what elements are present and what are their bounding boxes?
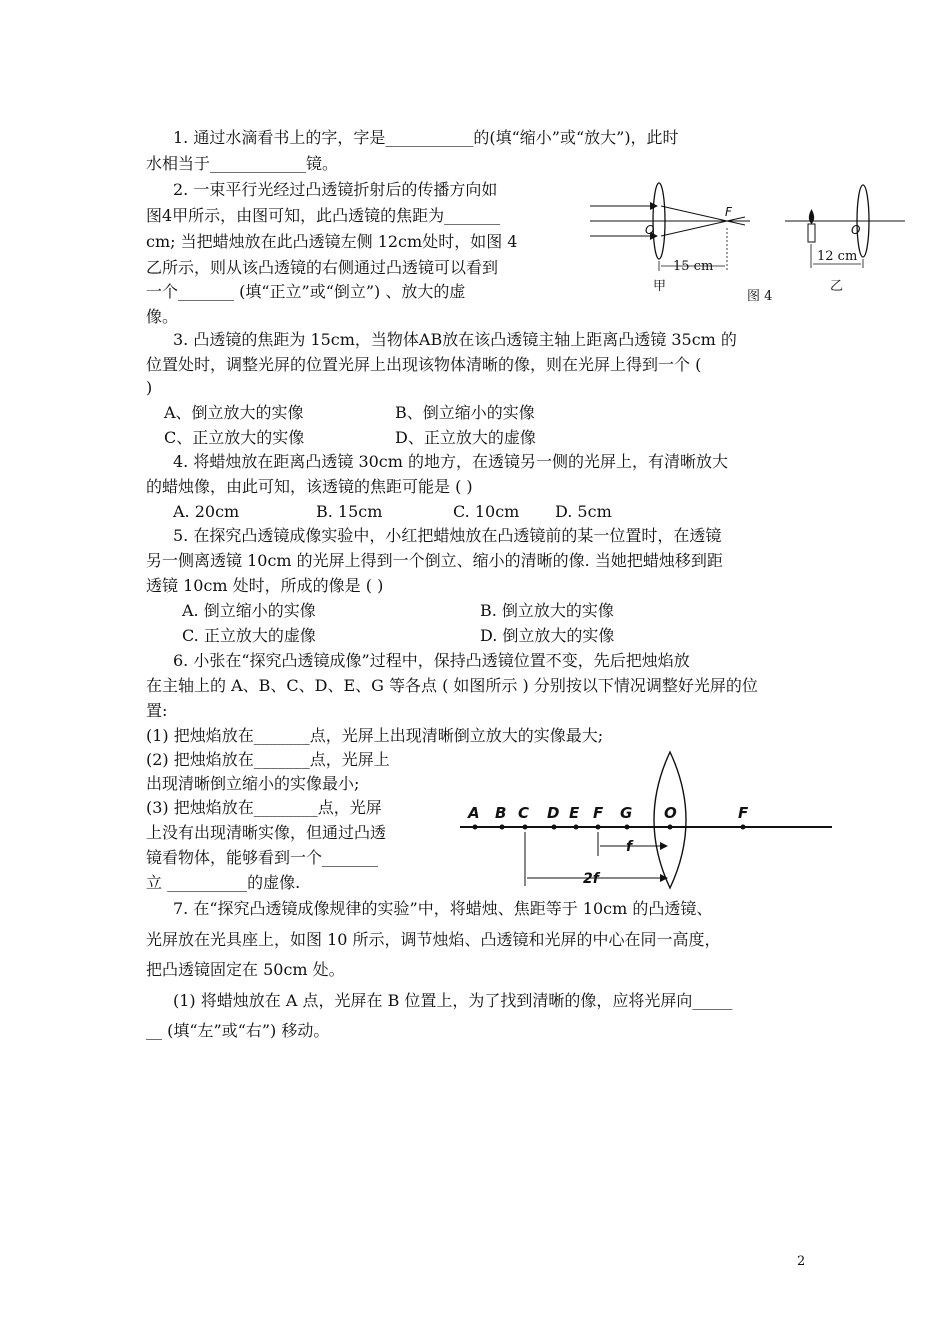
q3-option-b: B、倒立缩小的实像 <box>395 403 535 422</box>
q6-lens-axis-diagram <box>455 748 837 893</box>
label-e: E <box>569 804 580 822</box>
point-g-dot <box>625 825 630 830</box>
q6-sub-2a: (2) 把烛焰放在_______点，光屏上 <box>146 750 390 769</box>
candle-body <box>808 224 815 242</box>
figure-4-lens-diagram <box>585 178 910 313</box>
q5-line-1: 5. 在探究凸透镜成像实验中，小红把蜡烛放在凸透镜前的某一位置时，在透镜 <box>173 526 722 545</box>
label-f-right: F <box>738 804 749 822</box>
q2-line-4: 乙所示，则从该凸透镜的右侧通过凸透镜可以看到 <box>146 258 499 277</box>
point-a-dot <box>473 825 478 830</box>
twof-label: 2f <box>583 871 599 887</box>
f-label: f <box>626 839 633 855</box>
q4-option-b: B. 15cm <box>316 502 383 521</box>
point-o-dot <box>668 825 673 830</box>
q1-line-1: 1. 通过水滴看书上的字，字是___________的(填“缩小”或“放大”)，此时 <box>173 128 679 147</box>
point-d-dot <box>552 825 557 830</box>
q6-sub-3b: 上没有出现清晰实像，但通过凸透 <box>146 823 387 842</box>
point-f-right-dot <box>741 825 746 830</box>
q7-line-2: 光屏放在光具座上，如图 10 所示，调节烛焰、凸透镜和光屏的中心在同一高度， <box>146 930 721 949</box>
q6-line-3: 置: <box>146 701 168 720</box>
optical-center-label-right: O <box>851 223 861 237</box>
q6-sub-3d: 立 __________的虚像. <box>146 873 301 892</box>
page-number: 2 <box>797 1254 806 1269</box>
q5-option-b: B. 倒立放大的实像 <box>480 601 614 620</box>
figure-caption-jia: 甲 <box>653 279 667 294</box>
q2-line-6: 像。 <box>146 307 179 326</box>
refracted-ray-1 <box>661 206 727 221</box>
q2-line-1: 2. 一束平行光经过凸透镜折射后的传播方向如 <box>173 180 498 199</box>
candle-flame-icon <box>809 209 814 224</box>
focal-length-label: 15 cm <box>673 259 714 274</box>
q3-line-1: 3. 凸透镜的焦距为 15cm，当物体AB放在该凸透镜主轴上距离凸透镜 35cm 的 <box>173 330 737 349</box>
figure-caption-yi: 乙 <box>830 279 844 294</box>
q5-option-d: D. 倒立放大的实像 <box>480 626 615 645</box>
q5-option-a: A. 倒立缩小的实像 <box>182 601 316 620</box>
q6-sub-3c: 镜看物体，能够看到一个_______ <box>146 848 379 867</box>
q7-line-4: (1) 将蜡烛放在 A 点，光屏在 B 位置上，为了找到清晰的像，应将光屏向_____ <box>173 991 733 1010</box>
ray-extension-1 <box>727 221 745 225</box>
label-g: G <box>620 804 633 822</box>
label-c: C <box>518 804 530 822</box>
q2-line-3: cm; 当把蜡烛放在此凸透镜左侧 12cm处时，如图 4 <box>146 232 518 251</box>
q6-sub-2b: 出现清晰倒立缩小的实像最小; <box>146 774 360 793</box>
refracted-ray-2 <box>661 221 727 236</box>
label-o: O <box>664 804 677 822</box>
q7-line-5: __ (填“左”或“右”) 移动。 <box>146 1021 330 1040</box>
q5-line-3: 透镜 10cm 处时，所成的像是 ( ) <box>146 576 384 595</box>
q3-line-2: 位置处时，调整光屏的位置光屏上出现该物体清晰的像，则在光屏上得到一个 ( <box>146 355 702 374</box>
q7-line-3: 把凸透镜固定在 50cm 处。 <box>146 960 345 979</box>
q7-line-1: 7. 在“探究凸透镜成像规律的实验”中，将蜡烛、焦距等于 10cm 的凸透镜、 <box>173 899 713 918</box>
point-b-dot <box>500 825 505 830</box>
q4-line-2: 的蜡烛像，由此可知，该透镜的焦距可能是 ( ) <box>146 477 473 496</box>
point-e-dot <box>574 825 579 830</box>
q6-line-1: 6. 小张在“探究凸透镜成像”过程中，保持凸透镜位置不变，先后把烛焰放 <box>173 651 690 670</box>
q4-option-a: A. 20cm <box>173 502 240 521</box>
label-d: D <box>547 804 560 822</box>
label-a: A <box>468 804 480 822</box>
label-b: B <box>495 804 507 822</box>
q3-line-3: ) <box>146 378 153 397</box>
q5-option-c: C. 正立放大的虚像 <box>182 626 316 645</box>
q3-option-c: C、正立放大的实像 <box>164 428 305 447</box>
q2-line-5: 一个_______ (填“正立”或“倒立”) 、放大的虚 <box>146 282 466 301</box>
q6-sub-3a: (3) 把烛焰放在________点，光屏 <box>146 798 382 817</box>
q1-line-2: 水相当于____________镜。 <box>146 154 339 173</box>
point-c-dot <box>523 825 528 830</box>
label-f: F <box>593 804 604 822</box>
q4-line-1: 4. 将蜡烛放在距离凸透镜 30cm 的地方，在透镜另一侧的光屏上，有清晰放大 <box>173 452 729 471</box>
q2-line-2: 图4甲所示，由图可知，此凸透镜的焦距为_______ <box>146 206 501 225</box>
candle-distance-label: 12 cm <box>817 249 858 264</box>
focus-label-left: F <box>725 205 732 219</box>
q5-line-2: 另一侧离透镜 10cm 的光屏上得到一个倒立、缩小的清晰的像. 当她把蜡烛移到距 <box>146 551 723 570</box>
q3-option-d: D、正立放大的虚像 <box>395 428 536 447</box>
q4-option-c: C. 10cm <box>453 502 520 521</box>
optical-center-label-left: O <box>645 223 655 237</box>
q6-line-2: 在主轴上的 A、B、C、D、E、G 等各点 ( 如图所示 ) 分别按以下情况调整好光屏的位 <box>146 676 758 695</box>
point-f-dot <box>596 825 601 830</box>
q4-option-d: D. 5cm <box>555 502 612 521</box>
q6-sub-1: (1) 把烛焰放在_______点，光屏上出现清晰倒立放大的实像最大; <box>146 726 604 745</box>
q3-option-a: A、倒立放大的实像 <box>164 403 304 422</box>
figure-caption-4: 图 4 <box>747 289 773 304</box>
